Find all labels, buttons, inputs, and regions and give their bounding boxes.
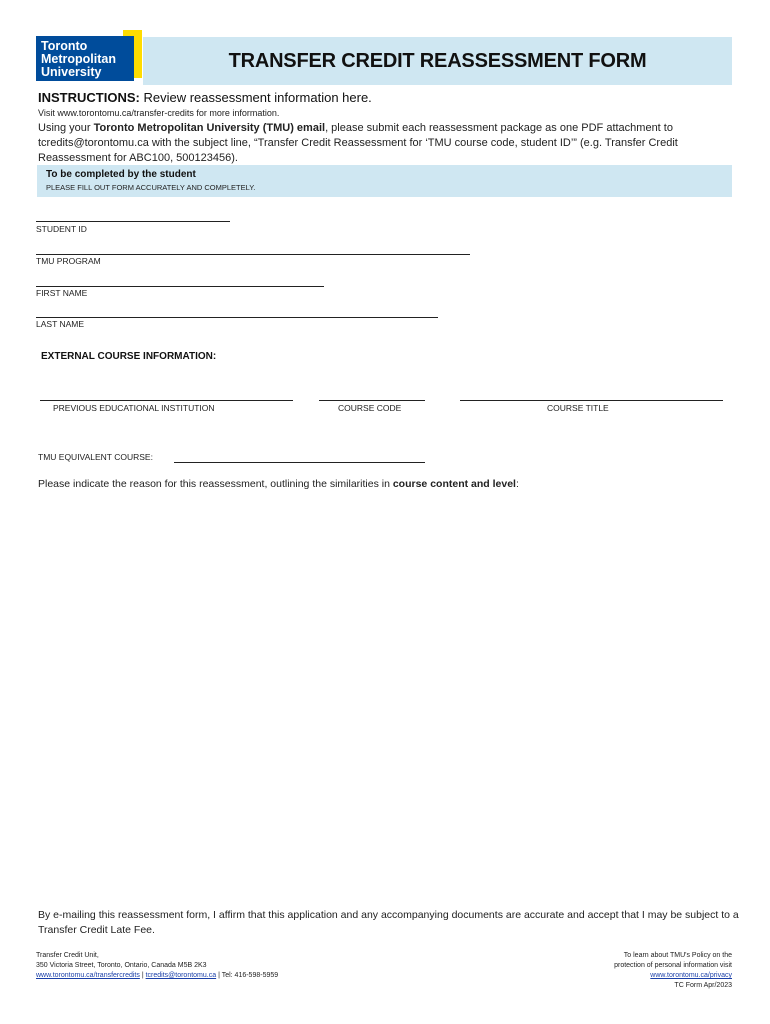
para-rest: , please submit each reassessment package as one PDF attachment to tcredits@torontomu.ca with the subject line, “Transfer Credit Reassessment for ‘TMU course code, student ID’” (e.g. Transfer Credit Reassessment for ABC100, 500123456).	[38, 122, 678, 164]
instructions	[38, 90, 372, 105]
page-title: TRANSFER CREDIT REASSESSMENT FORM	[228, 50, 647, 72]
para-prefix: Using your	[38, 122, 94, 134]
reason-prefix: Please indicate the reason for this reassessment, outlining the similarities in	[38, 478, 393, 490]
course-title-label: COURSE TITLE	[547, 403, 609, 413]
course-title-field[interactable]	[460, 400, 723, 401]
institution-field[interactable]	[40, 400, 293, 401]
reason-prompt	[38, 478, 519, 490]
logo-line-1: Toronto	[41, 39, 88, 53]
last-name-field[interactable]	[36, 317, 438, 318]
student-id-label: STUDENT ID	[36, 224, 87, 234]
last-name-label: LAST NAME	[36, 319, 85, 329]
footer-privacy	[614, 951, 732, 991]
footer-unit: Transfer Credit Unit,	[36, 952, 99, 959]
section-subtitle: PLEASE FILL OUT FORM ACCURATELY AND COMPLETELY.	[46, 183, 256, 192]
logo-line-3: University	[41, 65, 102, 79]
footer-links	[36, 971, 278, 981]
course-code-label: COURSE CODE	[338, 403, 402, 413]
reason-textarea[interactable]	[38, 496, 732, 896]
equivalent-label: TMU EQUIVALENT COURSE:	[38, 452, 153, 462]
instructions-text[interactable]: Review reassessment information here.	[143, 90, 372, 105]
program-field[interactable]	[36, 254, 470, 255]
external-course-title: EXTERNAL COURSE INFORMATION:	[41, 351, 217, 362]
footer-tel: | Tel: 416-598-5959	[216, 972, 279, 979]
footer-contact	[36, 951, 278, 981]
first-name-field[interactable]	[36, 286, 324, 287]
program-label: TMU PROGRAM	[36, 256, 101, 266]
student-id-field[interactable]	[36, 221, 230, 222]
submission-instructions	[38, 121, 698, 166]
footer-sep: |	[139, 972, 146, 979]
instructions-label: INSTRUCTIONS:	[38, 90, 140, 105]
institution-label: PREVIOUS EDUCATIONAL INSTITUTION	[53, 403, 215, 413]
course-code-field[interactable]	[319, 400, 425, 401]
footer-address: 350 Victoria Street, Toronto, Ontario, Canada M5B 2K3	[36, 962, 207, 969]
section-title: To be completed by the student	[46, 169, 196, 180]
privacy-link[interactable]: www.torontomu.ca/privacy	[650, 972, 732, 979]
reason-bold: course content and level	[392, 478, 516, 490]
transfer-credits-link[interactable]: www.torontomu.ca/transfercredits	[36, 972, 140, 979]
para-bold: Toronto Metropolitan University (TMU) email	[93, 122, 326, 134]
privacy-text-1: To learn about TMU's Policy on the	[623, 952, 732, 959]
reason-suffix: :	[515, 478, 519, 490]
logo-line-2: Metropolitan	[41, 52, 116, 66]
email-link[interactable]: tcredits@torontomu.ca	[145, 972, 217, 979]
visit-info: Visit www.torontomu.ca/transfer-credits for more information.	[38, 108, 280, 118]
tmu-logo	[36, 36, 134, 81]
first-name-label: FIRST NAME	[36, 288, 88, 298]
privacy-text-2: protection of personal information visit	[614, 962, 732, 969]
form-version: TC Form Apr/2023	[674, 982, 732, 989]
equivalent-course-field[interactable]	[174, 462, 425, 463]
affirmation: By e-mailing this reassessment form, I affirm that this application and any accompanying documents are accurate and accept that I may be subject to a Transfer Credit Late Fee.	[38, 909, 739, 936]
